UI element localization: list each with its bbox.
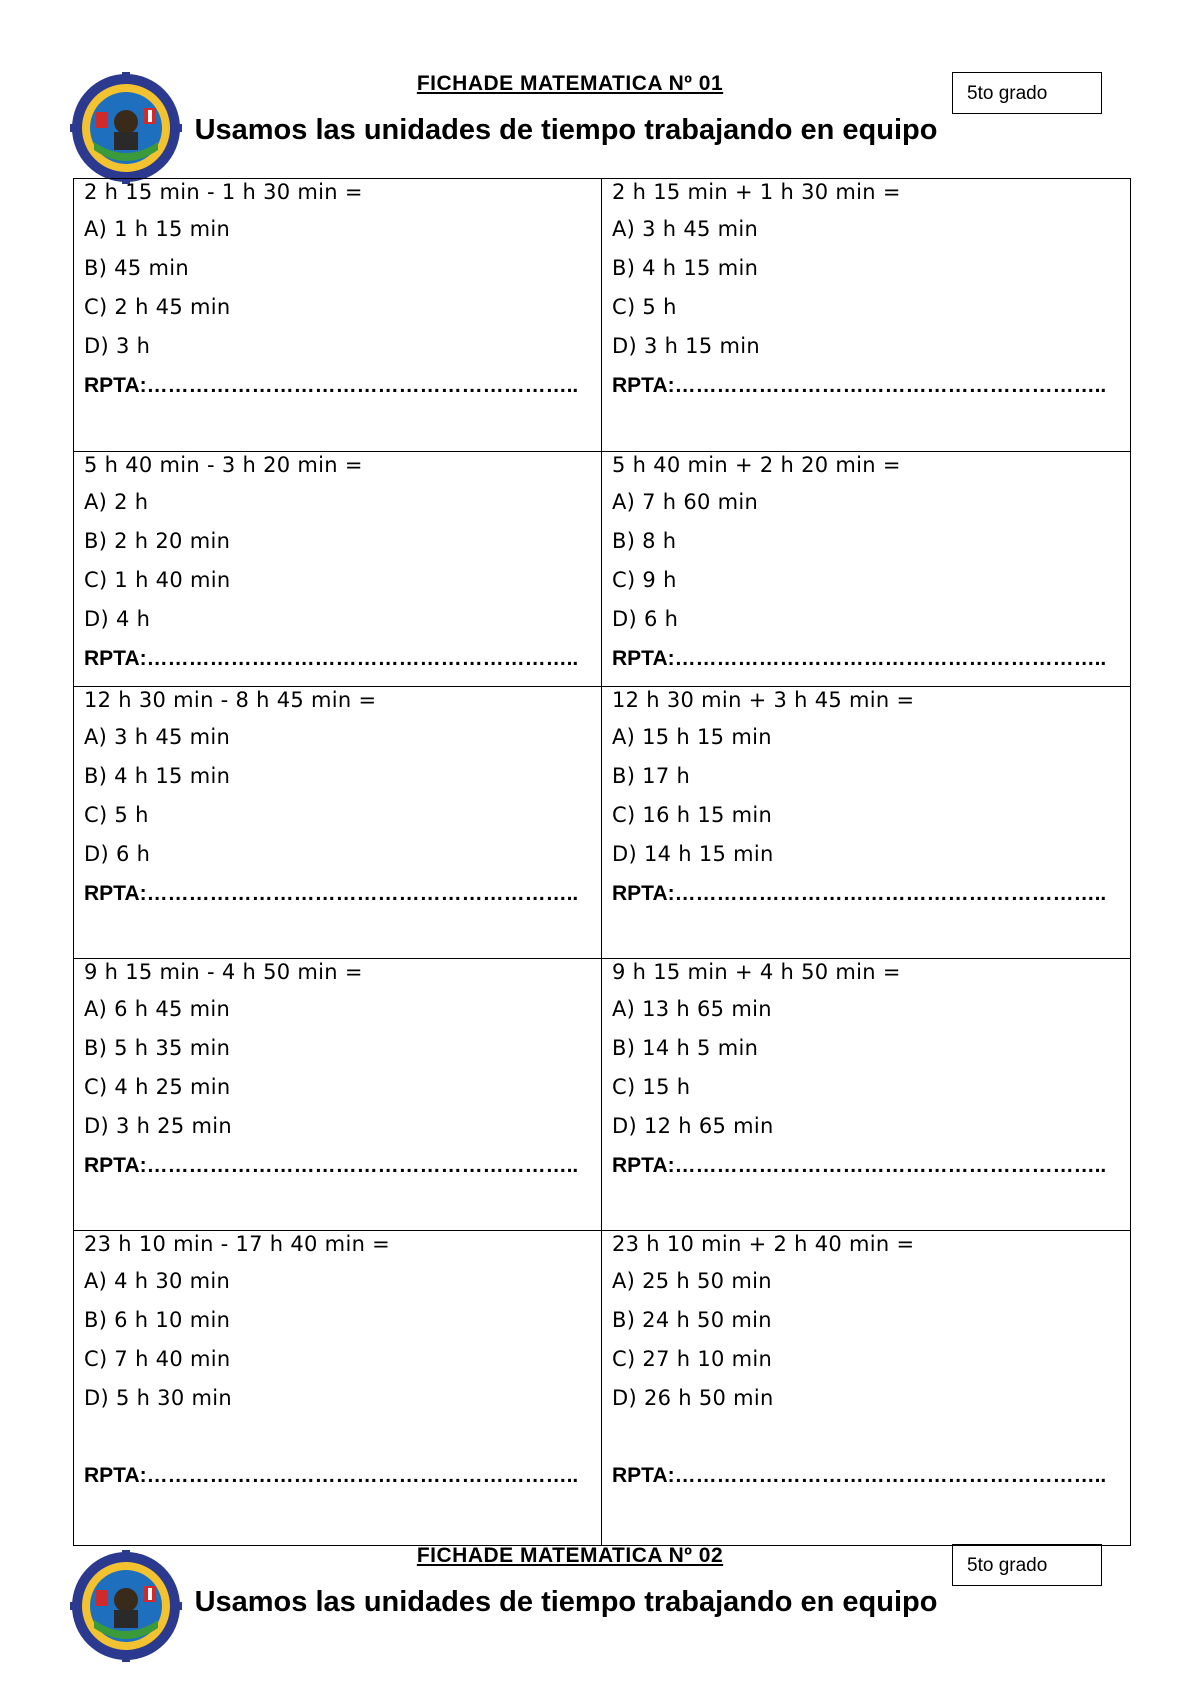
problem-cell — [74, 179, 602, 451]
answer-line[interactable]: RPTA:…………………………………………………….. — [84, 1464, 579, 1487]
option-d: D) 26 h 50 min — [612, 1386, 774, 1410]
option-b: B) 6 h 10 min — [84, 1308, 231, 1332]
answer-line[interactable]: RPTA:…………………………………………………….. — [612, 882, 1107, 905]
option-c: C) 16 h 15 min — [612, 803, 773, 827]
grade-label: 5to grado — [952, 1544, 1102, 1586]
problem-cell — [602, 687, 1130, 959]
problem-question: 9 h 15 min + 4 h 50 min = — [612, 960, 901, 984]
problem-cell — [74, 687, 602, 959]
problem-question: 5 h 40 min - 3 h 20 min = — [84, 453, 363, 477]
option-a: A) 1 h 15 min — [84, 217, 231, 241]
option-b: B) 5 h 35 min — [84, 1036, 231, 1060]
option-c: C) 2 h 45 min — [84, 295, 231, 319]
option-b: B) 4 h 15 min — [612, 256, 759, 280]
problem-cell — [74, 959, 602, 1231]
option-a: A) 3 h 45 min — [612, 217, 759, 241]
problem-cell — [602, 179, 1130, 451]
option-d: D) 6 h — [84, 842, 151, 866]
sheet-header-1 — [0, 62, 1200, 172]
answer-line[interactable]: RPTA:…………………………………………………….. — [612, 647, 1107, 670]
option-d: D) 5 h 30 min — [84, 1386, 232, 1410]
answer-line[interactable]: RPTA:…………………………………………………….. — [612, 1154, 1107, 1177]
option-b: B) 45 min — [84, 256, 189, 280]
sheet-header-2 — [0, 1534, 1200, 1644]
problem-question: 9 h 15 min - 4 h 50 min = — [84, 960, 363, 984]
problem-row — [74, 958, 1130, 1231]
option-a: A) 3 h 45 min — [84, 725, 231, 749]
option-c: C) 4 h 25 min — [84, 1075, 231, 1099]
option-a: A) 25 h 50 min — [612, 1269, 772, 1293]
option-c: C) 1 h 40 min — [84, 568, 231, 592]
problems-grid — [73, 178, 1131, 1546]
option-d: D) 12 h 65 min — [612, 1114, 774, 1138]
option-c: C) 27 h 10 min — [612, 1347, 773, 1371]
problem-cell — [602, 959, 1130, 1231]
option-c: C) 5 h — [612, 295, 677, 319]
option-a: A) 2 h — [84, 490, 149, 514]
problem-question: 23 h 10 min + 2 h 40 min = — [612, 1232, 915, 1256]
option-d: D) 3 h 25 min — [84, 1114, 232, 1138]
answer-line[interactable]: RPTA:…………………………………………………….. — [84, 882, 579, 905]
option-b: B) 24 h 50 min — [612, 1308, 772, 1332]
option-c: C) 7 h 40 min — [84, 1347, 231, 1371]
answer-line[interactable]: RPTA:…………………………………………………….. — [612, 374, 1107, 397]
option-c: C) 15 h — [612, 1075, 691, 1099]
option-a: A) 15 h 15 min — [612, 725, 772, 749]
problem-cell — [602, 452, 1130, 687]
option-b: B) 8 h — [612, 529, 677, 553]
option-d: D) 14 h 15 min — [612, 842, 774, 866]
option-a: A) 7 h 60 min — [612, 490, 759, 514]
option-a: A) 4 h 30 min — [84, 1269, 231, 1293]
option-b: B) 14 h 5 min — [612, 1036, 759, 1060]
problem-row — [74, 451, 1130, 687]
answer-line[interactable]: RPTA:…………………………………………………….. — [612, 1464, 1107, 1487]
problem-question: 23 h 10 min - 17 h 40 min = — [84, 1232, 391, 1256]
problem-cell — [74, 1231, 602, 1545]
option-a: A) 13 h 65 min — [612, 997, 772, 1021]
problem-question: 12 h 30 min + 3 h 45 min = — [612, 688, 915, 712]
problem-cell — [602, 1231, 1130, 1545]
option-d: D) 4 h — [84, 607, 151, 631]
answer-line[interactable]: RPTA:…………………………………………………….. — [84, 647, 579, 670]
problem-question: 12 h 30 min - 8 h 45 min = — [84, 688, 377, 712]
problem-row — [74, 1230, 1130, 1545]
answer-line[interactable]: RPTA:…………………………………………………….. — [84, 1154, 579, 1177]
problem-question: 2 h 15 min + 1 h 30 min = — [612, 180, 901, 204]
option-d: D) 3 h — [84, 334, 151, 358]
blank-space — [612, 1418, 1130, 1456]
option-c: C) 5 h — [84, 803, 149, 827]
problem-row — [74, 686, 1130, 959]
option-d: D) 3 h 15 min — [612, 334, 760, 358]
worksheet-subtitle: Usamos las unidades de tiempo trabajando en equipo — [194, 1586, 938, 1618]
worksheet-number-title: FICHADE MATEMATICA Nº 01 — [416, 72, 724, 95]
grade-label: 5to grado — [952, 72, 1102, 114]
option-b: B) 4 h 15 min — [84, 764, 231, 788]
problem-question: 2 h 15 min - 1 h 30 min = — [84, 180, 363, 204]
option-b: B) 2 h 20 min — [84, 529, 231, 553]
worksheet-subtitle: Usamos las unidades de tiempo trabajando en equipo — [194, 114, 938, 146]
problem-question: 5 h 40 min + 2 h 20 min = — [612, 453, 901, 477]
blank-space — [84, 1418, 601, 1456]
worksheet-number-title: FICHADE MATEMATICA Nº 02 — [416, 1544, 724, 1567]
problem-row — [74, 179, 1130, 451]
option-a: A) 6 h 45 min — [84, 997, 231, 1021]
option-d: D) 6 h — [612, 607, 679, 631]
answer-line[interactable]: RPTA:…………………………………………………….. — [84, 374, 579, 397]
option-b: B) 17 h — [612, 764, 691, 788]
option-c: C) 9 h — [612, 568, 677, 592]
problem-cell — [74, 452, 602, 687]
